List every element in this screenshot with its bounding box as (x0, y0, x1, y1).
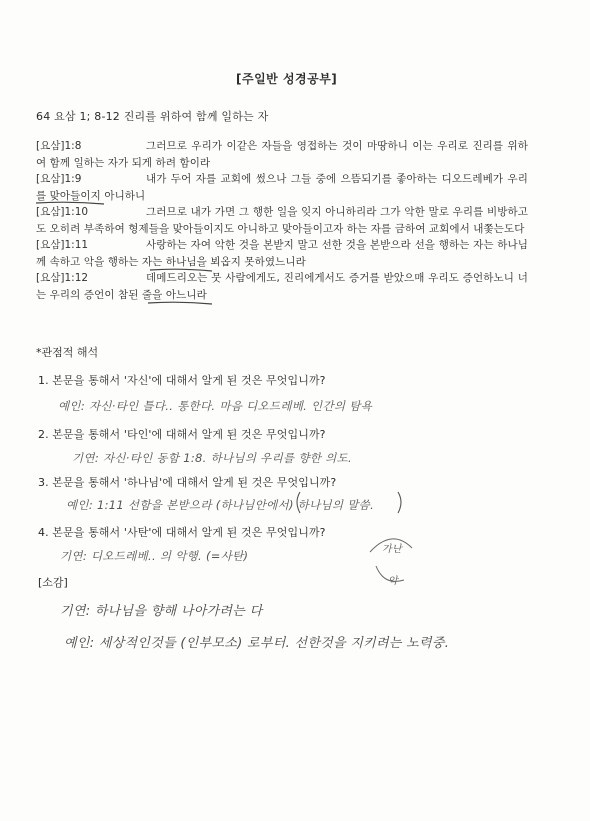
verse-ref: [요삼]1:12 (36, 272, 89, 284)
question-3: 3. 본문을 통해서 '하나님'에 대해서 알게 된 것은 무엇입니까? (38, 476, 337, 489)
verse-item (36, 204, 528, 237)
impression-2-handwriting: 예인: 세상적인것들 (인부모소) 로부터. 선한것을 지키려는 노력중. (64, 636, 450, 651)
answer-3-handwriting: 예인: 1:11 선함을 본받으라 (하나님안에서) 하나님의 말씀. (66, 498, 375, 512)
verse-text: 사랑하는 자여 악한 것을 본받지 말고 선한 것을 본받으라 선을 행하는 자는 하나님께 속하고 악을 행하는 자는 하나님을 뵈옵지 못하였느니라 (36, 239, 528, 268)
margin-note-top: 가난 (382, 544, 402, 555)
paren-mark (398, 492, 401, 513)
impression-1-handwriting: 기연: 하나님을 향해 나아가려는 다 (60, 604, 263, 619)
verse-ref: [요삼]1:9 (36, 173, 82, 185)
page-title: [주일반 성경공부] (236, 72, 338, 86)
verse-list (36, 138, 528, 303)
verse-item (36, 270, 528, 303)
verse-ref: [요삼]1:8 (36, 140, 82, 152)
verse-item (36, 138, 528, 171)
section-heading: *관점적 해석 (36, 346, 99, 359)
margin-note-bottom: 악 (388, 576, 398, 587)
answer-1-handwriting: 예인: 자신·타인 틀다.. 통한다. 마음 디오드레베. 인간의 탐욕 (58, 399, 373, 413)
answer-4-handwriting: 기연: 디오드레베.. 의 악행. (=사탄) (60, 549, 249, 563)
impression-label: [소감] (38, 576, 68, 589)
question-2: 2. 본문을 통해서 '타인'에 대해서 알게 된 것은 무엇입니까? (38, 428, 326, 441)
verse-text: 그러므로 내가 가면 그 행한 일을 잊지 아니하리라 그가 악한 말로 우리를 비방하고도 오히려 부족하여 형제들을 맞아들이지도 아니하고 맞아들이고자 하는 자를 금하여 교회에서 내쫓는도다 (36, 206, 528, 235)
passage-subtitle: 64 요삼 1; 8-12 진리를 위하여 함께 일하는 자 (36, 110, 269, 123)
verse-ref: [요삼]1:10 (36, 206, 89, 218)
verse-item (36, 237, 528, 270)
question-1: 1. 본문을 통해서 '자신'에 대해서 알게 된 것은 무엇입니까? (38, 374, 326, 387)
question-4: 4. 본문을 통해서 '사탄'에 대해서 알게 된 것은 무엇입니까? (38, 526, 326, 539)
answer-2-handwriting: 기연: 자신·타인 동함 1:8. 하나님의 우리를 향한 의도. (72, 451, 352, 465)
verse-ref: [요삼]1:11 (36, 239, 89, 251)
verse-text: 내가 두어 자를 교회에 썼으나 그들 중에 으뜸되기를 좋아하는 디오드레베가 우리를 맞아들이지 아니하니 (36, 173, 528, 202)
verse-text: 데메드리오는 뭇 사람에게도, 진리에게서도 증거를 받았으매 우리도 증언하노니 너는 우리의 증언이 참된 줄을 아느니라 (36, 272, 528, 301)
verse-text: 그러므로 우리가 이같은 자들을 영접하는 것이 마땅하니 이는 우리로 진리를 위하여 함께 일하는 자가 되게 하려 함이라 (36, 140, 528, 169)
verse-item (36, 171, 528, 204)
